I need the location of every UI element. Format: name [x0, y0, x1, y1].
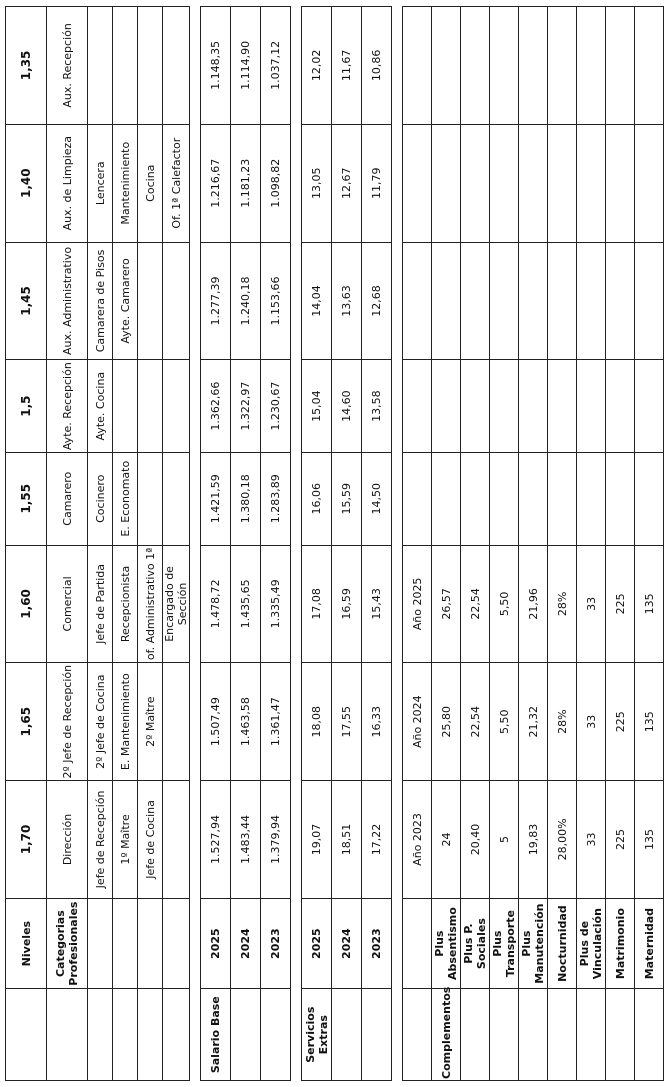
salario-value: 1.507,49: [201, 663, 231, 781]
spacer-cell: [190, 124, 201, 242]
category-cell: [163, 663, 190, 781]
spacer-cell: [291, 663, 302, 781]
spacer-cell: [291, 124, 302, 242]
year-label: 2023: [261, 898, 291, 989]
blank-cell: [88, 989, 113, 1081]
comp-year-label: Año 2025: [403, 545, 432, 663]
extras-value: 12,02: [302, 7, 332, 125]
spacer-cell: [291, 7, 302, 125]
complemento-value: 225: [606, 545, 635, 663]
salario-value: 1.478,72: [201, 545, 231, 663]
complemento-name: Plus Manutención: [519, 898, 548, 989]
level-value: 1,5: [6, 360, 47, 453]
salario-value: 1.421,59: [201, 452, 231, 545]
category-cell: Aux. de Limpieza: [47, 124, 88, 242]
level-value: 1,40: [6, 124, 47, 242]
salario-value: 1.283,89: [261, 452, 291, 545]
category-cell: Ayte. Camarero: [113, 242, 138, 360]
blank-cell: [606, 989, 635, 1081]
complemento-value: 28,00%: [548, 781, 577, 899]
comp-year-label: Año 2023: [403, 781, 432, 899]
blank-cell: [403, 452, 432, 545]
category-cell: Camarera de Pisos: [88, 242, 113, 360]
spacer-cell: [190, 663, 201, 781]
salario-row: [261, 7, 291, 1081]
extras-value: 13,05: [302, 124, 332, 242]
extras-value: 11,67: [332, 7, 362, 125]
blank-cell: [432, 360, 461, 453]
extras-value: 12,67: [332, 124, 362, 242]
salario-value: 1.380,18: [231, 452, 261, 545]
extras-value: 15,59: [332, 452, 362, 545]
year-label: 2024: [231, 898, 261, 989]
blank-cell: [461, 7, 490, 125]
salario-row: [201, 7, 231, 1081]
blank-cell: [403, 242, 432, 360]
comp-label: Complementos: [432, 989, 461, 1081]
category-cell: Cocinero: [88, 452, 113, 545]
extras-value: 10,86: [362, 7, 392, 125]
extras-value: 17,08: [302, 545, 332, 663]
blank-cell: [461, 242, 490, 360]
category-cell: Jefe de Partida: [88, 545, 113, 663]
blank-cell: [548, 989, 577, 1081]
salario-value: 1.483,44: [231, 781, 261, 899]
category-cell: [138, 360, 163, 453]
salario-value: 1.362,66: [201, 360, 231, 453]
category-cell: [163, 360, 190, 453]
category-row: [138, 7, 163, 1081]
complemento-row: [519, 7, 548, 1081]
blank-cell: [519, 989, 548, 1081]
spacer-cell: [291, 360, 302, 453]
extras-value: 19,07: [302, 781, 332, 899]
blank-cell: [261, 989, 291, 1081]
salario-value: 1.379,94: [261, 781, 291, 899]
category-cell: [163, 242, 190, 360]
category-row: [88, 7, 113, 1081]
complemento-value: 19,83: [519, 781, 548, 899]
blank-cell: [519, 360, 548, 453]
category-cell: Jefe de Recepción: [88, 781, 113, 899]
blank-cell: [635, 242, 664, 360]
blank-cell: [519, 124, 548, 242]
complemento-name: Plus de Vinculación: [577, 898, 606, 989]
salario-value: 1.361,47: [261, 663, 291, 781]
category-cell: [163, 452, 190, 545]
salario-value: 1.240,18: [231, 242, 261, 360]
category-row: [113, 7, 138, 1081]
extras-value: 16,06: [302, 452, 332, 545]
blank-cell: [606, 124, 635, 242]
category-cell: Comercial: [47, 545, 88, 663]
blank-cell: [138, 898, 163, 989]
complemento-value: 135: [635, 545, 664, 663]
complemento-row: [606, 7, 635, 1081]
salario-value: 1.463,58: [231, 663, 261, 781]
spacer-cell: [190, 898, 201, 989]
year-label: 2023: [362, 898, 392, 989]
salario-value: 1.277,39: [201, 242, 231, 360]
complemento-value: 5,50: [490, 545, 519, 663]
complemento-value: 5,50: [490, 663, 519, 781]
category-cell: [138, 452, 163, 545]
blank-cell: [432, 242, 461, 360]
blank-cell: [432, 7, 461, 125]
spacer-cell: [190, 545, 201, 663]
blank-cell: [113, 989, 138, 1081]
extras-value: 18,51: [332, 781, 362, 899]
blank-cell: [606, 7, 635, 125]
extras-value: 17,22: [362, 781, 392, 899]
spacer-cell: [392, 360, 403, 453]
blank-cell: [432, 452, 461, 545]
complemento-name: Plus P. Sociales: [461, 898, 490, 989]
category-cell: 2º Jefe de Cocina: [88, 663, 113, 781]
blank-cell: [113, 898, 138, 989]
level-value: 1,70: [6, 781, 47, 899]
salario-value: 1.153,66: [261, 242, 291, 360]
extras-value: 15,04: [302, 360, 332, 453]
salario-value: 1.335,49: [261, 545, 291, 663]
blank-cell: [606, 452, 635, 545]
spacer-cell: [392, 124, 403, 242]
blank-cell: [403, 124, 432, 242]
extras-value: 13,58: [362, 360, 392, 453]
salary-table: [5, 6, 664, 1081]
blank-cell: [519, 452, 548, 545]
category-cell: 1º Maître: [113, 781, 138, 899]
salario-label: Salario Base: [201, 989, 231, 1081]
category-cell: Ayte. Recepción: [47, 360, 88, 453]
complemento-row: [461, 7, 490, 1081]
salario-value: 1.181,23: [231, 124, 261, 242]
blank-cell: [403, 7, 432, 125]
category-cell: [163, 781, 190, 899]
corner-cell: [6, 989, 47, 1081]
category-cell: [138, 7, 163, 125]
extras-row: [332, 7, 362, 1081]
spacer-row: [291, 7, 302, 1081]
blank-cell: [577, 242, 606, 360]
category-cell: Aux. Recepción: [47, 7, 88, 125]
category-cell: [113, 360, 138, 453]
salario-value: 1.037,12: [261, 7, 291, 125]
complemento-value: 25,80: [432, 663, 461, 781]
blank-cell: [490, 989, 519, 1081]
extras-value: 13,63: [332, 242, 362, 360]
complemento-value: 21,32: [519, 663, 548, 781]
category-cell: Lencera: [88, 124, 113, 242]
comp-years-row: [403, 7, 432, 1081]
salario-row: [231, 7, 261, 1081]
complemento-value: 135: [635, 663, 664, 781]
category-row: [163, 7, 190, 1081]
extras-value: 18,08: [302, 663, 332, 781]
category-cell: Camarero: [47, 452, 88, 545]
salario-value: 1.322,97: [231, 360, 261, 453]
category-cell: Encargado de Sección: [163, 545, 190, 663]
blank-cell: [490, 7, 519, 125]
complemento-row: [490, 7, 519, 1081]
complemento-value: 33: [577, 663, 606, 781]
blank-cell: [635, 452, 664, 545]
spacer-cell: [291, 242, 302, 360]
categories-title: Categorias Profesionales: [47, 898, 88, 989]
level-value: 1,55: [6, 452, 47, 545]
blank-cell: [461, 124, 490, 242]
blank-cell: [635, 124, 664, 242]
blank-cell: [163, 989, 190, 1081]
extras-value: 16,59: [332, 545, 362, 663]
spacer-cell: [392, 545, 403, 663]
salario-value: 1.527,94: [201, 781, 231, 899]
blank-cell: [635, 7, 664, 125]
blank-cell: [231, 989, 261, 1081]
blank-cell: [138, 989, 163, 1081]
level-value: 1,65: [6, 663, 47, 781]
salario-value: 1.230,67: [261, 360, 291, 453]
blank-cell: [519, 242, 548, 360]
category-cell: [138, 242, 163, 360]
complemento-value: 22,54: [461, 545, 490, 663]
salario-value: 1.148,35: [201, 7, 231, 125]
spacer-cell: [190, 7, 201, 125]
blank-cell: [635, 360, 664, 453]
blank-cell: [635, 989, 664, 1081]
blank-cell: [88, 898, 113, 989]
blank-cell: [403, 360, 432, 453]
spacer-row: [392, 7, 403, 1081]
spacer-cell: [190, 989, 201, 1081]
category-cell: Mantenimiento: [113, 124, 138, 242]
blank-cell: [461, 989, 490, 1081]
category-cell: of. Administrativo 1ª: [138, 545, 163, 663]
blank-cell: [490, 124, 519, 242]
blank-cell: [606, 242, 635, 360]
complemento-value: 33: [577, 545, 606, 663]
salario-value: 1.114,90: [231, 7, 261, 125]
blank-cell: [548, 7, 577, 125]
blank-cell: [432, 124, 461, 242]
spacer-cell: [190, 781, 201, 899]
blank-cell: [548, 242, 577, 360]
complemento-value: 33: [577, 781, 606, 899]
spacer-cell: [291, 545, 302, 663]
complemento-row: [432, 7, 461, 1081]
complemento-row: [548, 7, 577, 1081]
blank-cell: [47, 989, 88, 1081]
complemento-value: 22,54: [461, 663, 490, 781]
complemento-name: Matrimonio: [606, 898, 635, 989]
blank-cell: [403, 989, 432, 1081]
category-cell: E. Mantenimiento: [113, 663, 138, 781]
spacer-cell: [392, 7, 403, 125]
blank-cell: [548, 124, 577, 242]
salario-value: 1.216,67: [201, 124, 231, 242]
category-cell: Jefe de Cocina: [138, 781, 163, 899]
blank-cell: [548, 452, 577, 545]
complemento-name: Maternidad: [635, 898, 664, 989]
extras-value: 16,33: [362, 663, 392, 781]
complemento-value: 225: [606, 781, 635, 899]
spacer-row: [190, 7, 201, 1081]
comp-year-label: Año 2024: [403, 663, 432, 781]
spacer-cell: [291, 898, 302, 989]
extras-value: 17,55: [332, 663, 362, 781]
spacer-cell: [190, 242, 201, 360]
level-value: 1,45: [6, 242, 47, 360]
spacer-cell: [291, 452, 302, 545]
complemento-value: 5: [490, 781, 519, 899]
levels-row: [6, 7, 47, 1081]
blank-cell: [577, 452, 606, 545]
complemento-value: 28%: [548, 663, 577, 781]
spacer-cell: [392, 989, 403, 1081]
complemento-name: Plus Transporte: [490, 898, 519, 989]
complemento-row: [635, 7, 664, 1081]
blank-cell: [461, 360, 490, 453]
category-cell: [163, 7, 190, 125]
salario-value: 1.098,82: [261, 124, 291, 242]
blank-cell: [490, 242, 519, 360]
spacer-cell: [190, 360, 201, 453]
category-cell: Aux. Administrativo: [47, 242, 88, 360]
year-label: 2024: [332, 898, 362, 989]
level-value: 1,60: [6, 545, 47, 663]
complemento-value: 28%: [548, 545, 577, 663]
complemento-value: 26,57: [432, 545, 461, 663]
level-value: 1,35: [6, 7, 47, 125]
blank-cell: [403, 898, 432, 989]
year-label: 2025: [302, 898, 332, 989]
spacer-cell: [392, 242, 403, 360]
category-cell: 2º Jefe de Recepción: [47, 663, 88, 781]
category-cell: E. Economato: [113, 452, 138, 545]
category-cell: [88, 7, 113, 125]
category-cell: Dirección: [47, 781, 88, 899]
extras-value: 15,43: [362, 545, 392, 663]
extras-value: 14,60: [332, 360, 362, 453]
blank-cell: [163, 898, 190, 989]
spacer-cell: [190, 452, 201, 545]
extras-value: 14,04: [302, 242, 332, 360]
blank-cell: [461, 452, 490, 545]
blank-cell: [490, 452, 519, 545]
blank-cell: [577, 7, 606, 125]
complemento-value: 21,96: [519, 545, 548, 663]
complemento-row: [577, 7, 606, 1081]
extras-value: 11,79: [362, 124, 392, 242]
extras-row: [362, 7, 392, 1081]
category-row: [47, 7, 88, 1081]
extras-value: 14,50: [362, 452, 392, 545]
complemento-value: 20,40: [461, 781, 490, 899]
blank-cell: [577, 360, 606, 453]
category-cell: [113, 7, 138, 125]
complemento-value: 135: [635, 781, 664, 899]
complemento-value: 225: [606, 663, 635, 781]
category-cell: Ayte. Cocina: [88, 360, 113, 453]
complemento-value: 24: [432, 781, 461, 899]
extras-row: [302, 7, 332, 1081]
blank-cell: [332, 989, 362, 1081]
extras-label: Servicios Extras: [302, 989, 332, 1081]
blank-cell: [577, 124, 606, 242]
blank-cell: [490, 360, 519, 453]
blank-cell: [606, 360, 635, 453]
category-cell: 2º Maître: [138, 663, 163, 781]
extras-value: 12,68: [362, 242, 392, 360]
blank-cell: [519, 7, 548, 125]
spacer-cell: [392, 898, 403, 989]
spacer-cell: [392, 663, 403, 781]
spacer-cell: [392, 452, 403, 545]
year-label: 2025: [201, 898, 231, 989]
blank-cell: [577, 989, 606, 1081]
blank-cell: [362, 989, 392, 1081]
spacer-cell: [392, 781, 403, 899]
levels-title: Niveles: [6, 898, 47, 989]
salario-value: 1.435,65: [231, 545, 261, 663]
spacer-cell: [291, 781, 302, 899]
spacer-cell: [291, 989, 302, 1081]
category-cell: Of. 1ª Calefactor: [163, 124, 190, 242]
complemento-name: Plus Absentismo: [432, 898, 461, 989]
category-cell: Recepcionista: [113, 545, 138, 663]
blank-cell: [548, 360, 577, 453]
category-cell: Cocina: [138, 124, 163, 242]
complemento-name: Nocturnidad: [548, 898, 577, 989]
